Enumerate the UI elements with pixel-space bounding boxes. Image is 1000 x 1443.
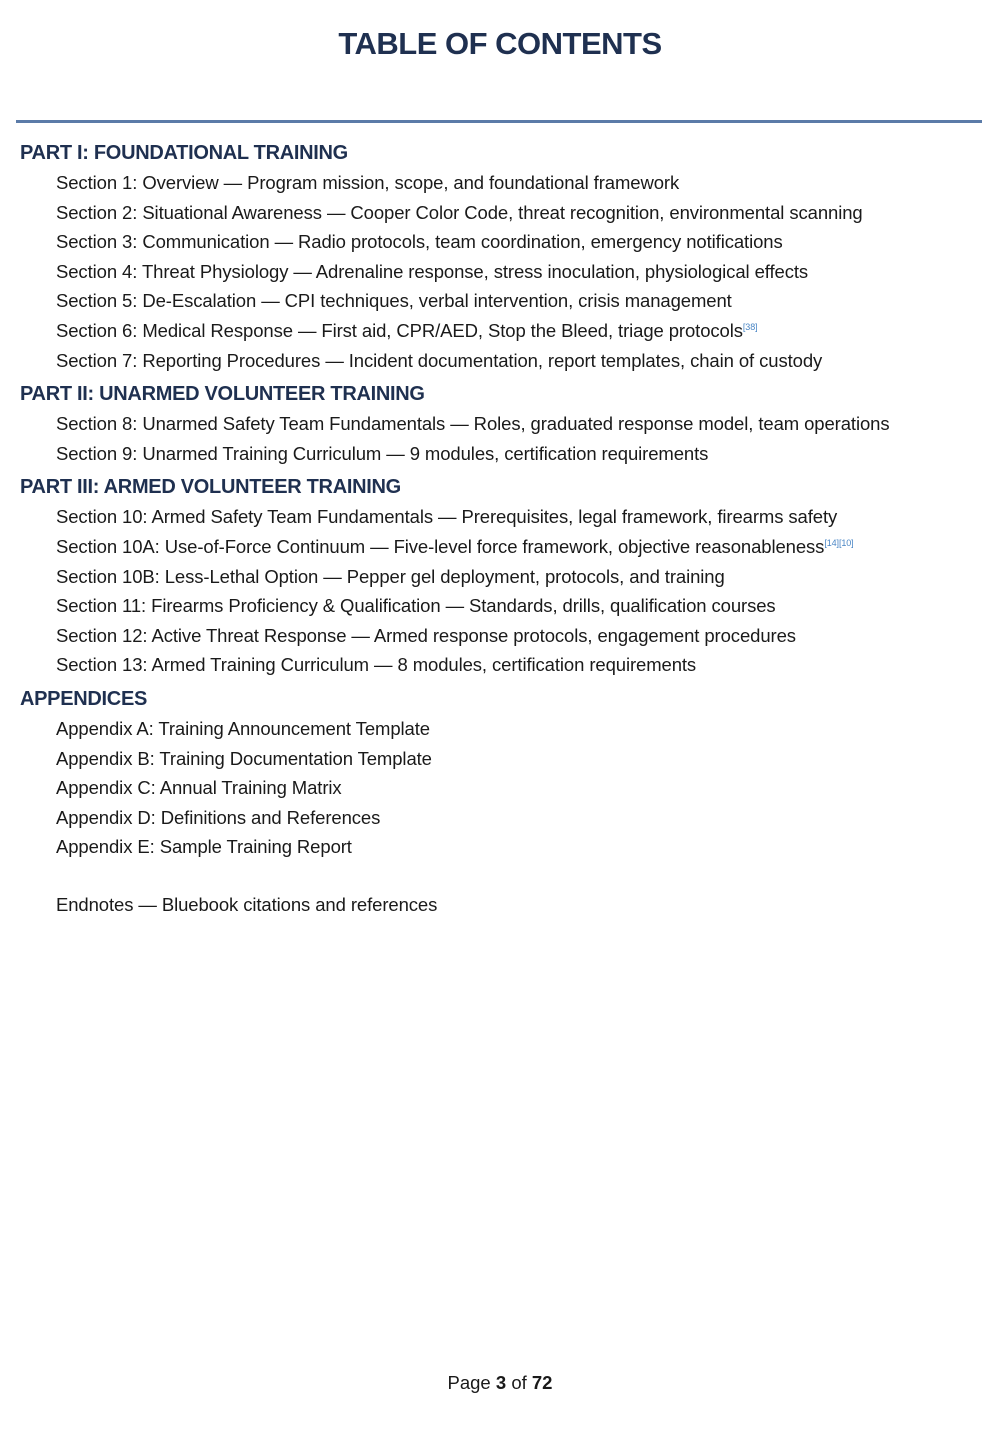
citation-link[interactable]: [14][10] [824, 537, 854, 548]
toc-appendices [20, 684, 980, 920]
toc-part-3 [20, 472, 980, 680]
toc-entry[interactable]: Section 9: Unarmed Training Curriculum — 9 modules, certification requirements [56, 442, 709, 464]
page-title: TABLE OF CONTENTS [338, 26, 662, 61]
toc-part-2 [20, 379, 980, 468]
toc-entry-endnotes[interactable]: Endnotes — Bluebook citations and references [56, 893, 438, 915]
citation-link[interactable]: [38] [742, 321, 758, 332]
toc-entry[interactable]: Section 13: Armed Training Curriculum — 8 modules, certification requirements [56, 654, 697, 676]
page-number: Page 3 of 72 [447, 1372, 553, 1393]
part-heading: APPENDICES [20, 687, 148, 710]
toc-entry[interactable]: Section 12: Active Threat Response — Armed response protocols, engagement procedures [56, 624, 796, 646]
part-heading: PART II: UNARMED VOLUNTEER TRAINING [20, 383, 425, 406]
toc-entry[interactable]: Section 10: Armed Safety Team Fundamentals — Prerequisites, legal framework, firearms safety [56, 506, 838, 528]
toc-entry[interactable]: Appendix C: Annual Training Matrix [56, 777, 342, 799]
toc-entry[interactable]: Appendix D: Definitions and References [56, 806, 381, 828]
toc-entry[interactable]: Section 10B: Less-Lethal Option — Pepper gel deployment, protocols, and training [56, 565, 725, 587]
toc-entry[interactable]: Section 5: De-Escalation — CPI techniques, verbal intervention, crisis management [56, 290, 732, 312]
toc-entry[interactable]: Section 10A: Use-of-Force Continuum — Five-level force framework, objective reasonableness[14][10] [56, 535, 854, 557]
toc-body [20, 138, 980, 923]
toc-entry[interactable]: Section 4: Threat Physiology — Adrenaline response, stress inoculation, physiological effects [56, 260, 809, 282]
toc-entry[interactable]: Appendix A: Training Announcement Template [56, 717, 430, 739]
toc-entry[interactable]: Appendix E: Sample Training Report [56, 836, 352, 858]
part-heading: PART I: FOUNDATIONAL TRAINING [20, 142, 348, 164]
toc-entry[interactable]: Section 2: Situational Awareness — Cooper Color Code, threat recognition, environmental scanning [56, 201, 863, 223]
toc-entry[interactable]: Appendix B: Training Documentation Template [56, 747, 432, 769]
toc-entry[interactable]: Section 1: Overview — Program mission, scope, and foundational framework [56, 172, 680, 193]
toc-entry[interactable]: Section 8: Unarmed Safety Team Fundamentals — Roles, graduated response model, team operations [56, 413, 890, 435]
toc-part-1 [20, 138, 980, 375]
toc-entry[interactable]: Section 7: Reporting Procedures — Incident documentation, report templates, chain of custody [56, 349, 823, 371]
title-divider [16, 120, 982, 123]
toc-entry[interactable]: Section 11: Firearms Proficiency & Qualification — Standards, drills, qualification courses [56, 595, 776, 617]
toc-entry[interactable]: Section 6: Medical Response — First aid, CPR/AED, Stop the Bleed, triage protocols[38] [56, 319, 758, 341]
toc-entry[interactable]: Section 3: Communication — Radio protocols, team coordination, emergency notifications [56, 231, 783, 253]
part-heading: PART III: ARMED VOLUNTEER TRAINING [20, 476, 401, 499]
